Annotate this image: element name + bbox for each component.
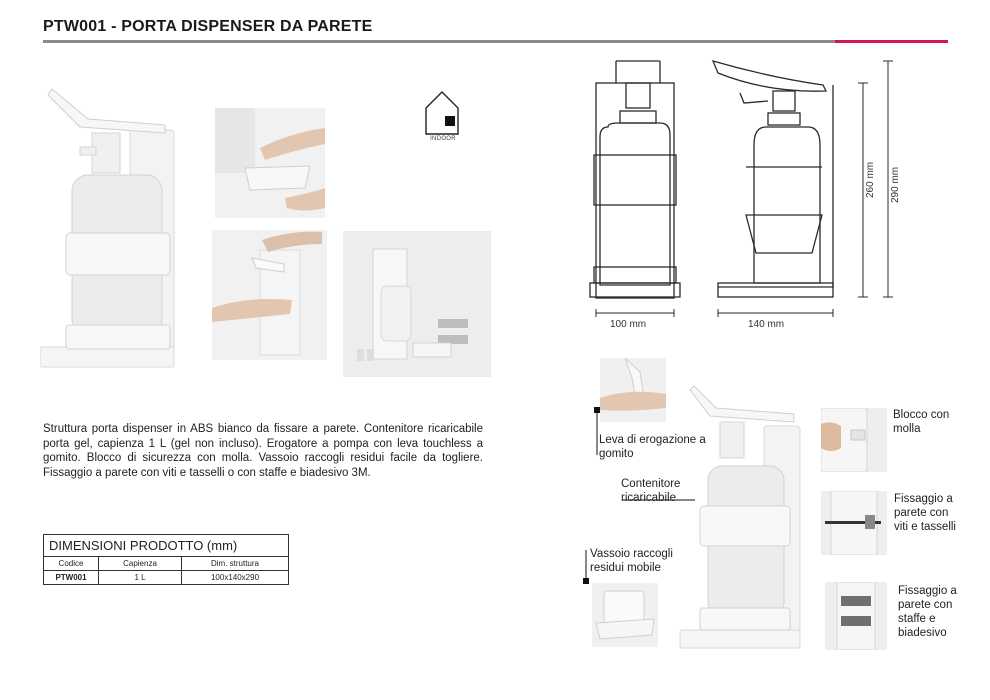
product-photo-main <box>40 85 185 370</box>
detail-photo-kit <box>343 231 491 377</box>
detail-photo-screws <box>821 491 887 555</box>
house-icon <box>424 90 460 138</box>
callout-tape: Fissaggio a parete con staffe e biadesivo <box>898 585 957 639</box>
callout-screws: Fissaggio a parete con viti e tasselli <box>894 493 956 533</box>
table-header-capacity: Capienza <box>99 557 182 571</box>
indoor-label: INDOOR <box>430 136 456 142</box>
callout-marker-lever <box>594 407 600 413</box>
callout-tray: Vassoio raccogli residui mobile <box>590 548 673 574</box>
dim-label-height-outer: 290 mm <box>890 166 901 203</box>
page-title: PTW001 - PORTA DISPENSER DA PARETE <box>43 18 373 35</box>
dim-label-width-front: 100 mm <box>610 319 647 330</box>
header-rule <box>43 40 835 43</box>
detail-photo-lever-hand <box>215 108 325 218</box>
detail-photo-hand-dispense <box>212 230 327 360</box>
table-cell-capacity: 1 L <box>99 571 182 585</box>
table-header-size: Dim. struttura <box>182 557 289 571</box>
detail-photo-lock <box>821 408 887 472</box>
dim-label-height-inner: 260 mm <box>865 161 876 198</box>
table-row <box>44 571 289 585</box>
callout-lock: Blocco con molla <box>893 409 950 435</box>
header-accent-rule <box>835 40 948 43</box>
callout-container: Contenitore ricaricabile <box>621 478 681 504</box>
product-description: Struttura porta dispenser in ABS bianco da fissare a parete. Contenitore ricaricabile porta gel, capienza 1 L (gel non incluso). Erogatore a pompa con leva touchless a gomito. Blocco di sicurezza con molla. Vassoio raccogli residui facile da togliere. Fissaggio a parete con viti e tasselli o con staffe e biadesivo 3M. <box>43 423 483 479</box>
table-cell-code: PTW001 <box>44 571 99 585</box>
table-header-code: Codice <box>44 557 99 571</box>
detail-photo-brackets <box>825 582 887 650</box>
technical-drawing <box>568 55 918 340</box>
table-cell-size: 100x140x290 <box>182 571 289 585</box>
table-caption: DIMENSIONI PRODOTTO (mm) <box>44 535 289 557</box>
dimensions-table <box>43 534 289 585</box>
callout-lever: Leva di erogazione a gomito <box>599 434 706 460</box>
dim-label-width-side: 140 mm <box>748 319 785 330</box>
callout-marker-tray <box>583 578 589 584</box>
